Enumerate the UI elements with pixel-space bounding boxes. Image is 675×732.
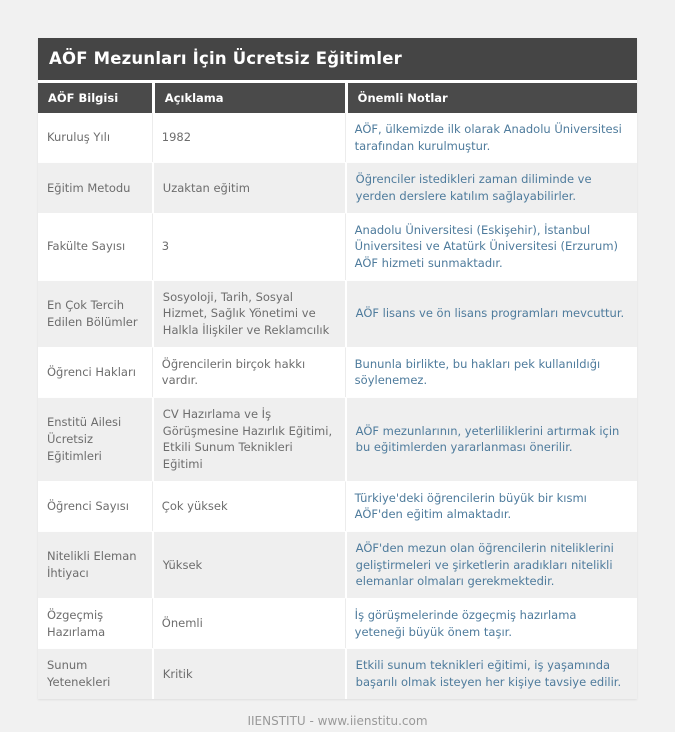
row-note-cell: Türkiye'deki öğrencilerin büyük bir kısmı AÖF'den eğitim almaktadır. xyxy=(345,481,637,531)
row-label-cell: Özgeçmiş Hazırlama xyxy=(38,598,152,648)
row-note-cell: Bununla birlikte, bu hakları pek kullanıldığı söylenemez. xyxy=(345,347,637,397)
row-description-cell: Çok yüksek xyxy=(152,481,345,531)
row-description-cell: Sosyoloji, Tarih, Sosyal Hizmet, Sağlık Yönetimi ve Halkla İlişkiler ve Reklamcılık xyxy=(152,280,345,347)
column-header-aciklama: Açıklama xyxy=(152,80,345,113)
row-label-cell: Fakülte Sayısı xyxy=(38,213,152,280)
trainings-table-card xyxy=(38,38,637,699)
row-note-cell: Etkili sunum teknikleri eğitimi, iş yaşamında başarılı olmak isteyen her kişiye tavsiye edilir. xyxy=(345,648,637,698)
row-label-cell: Öğrenci Hakları xyxy=(38,347,152,397)
footer-credit: IIENSTITU - www.iienstitu.com xyxy=(247,713,428,728)
row-note-cell: AÖF'den mezun olan öğrencilerin niteliklerini geliştirmeleri ve şirketlerin aradıkları nitelikli elemanlar olmaları gerekmektedir. xyxy=(345,531,637,598)
table-row xyxy=(38,648,637,698)
row-note-cell: AÖF lisans ve ön lisans programları mevcuttur. xyxy=(345,280,637,347)
page-title: AÖF Mezunları İçin Ücretsiz Eğitimler xyxy=(38,38,637,80)
row-label-cell: Sunum Yetenekleri xyxy=(38,648,152,698)
row-note-cell: Anadolu Üniversitesi (Eskişehir), İstanbul Üniversitesi ve Atatürk Üniversitesi (Erzurum) AÖF hizmeti sunmaktadır. xyxy=(345,213,637,280)
table-row xyxy=(38,347,637,397)
table-row xyxy=(38,531,637,598)
row-description-cell: Önemli xyxy=(152,598,345,648)
row-label-cell: Enstitü Ailesi Ücretsiz Eğitimleri xyxy=(38,397,152,481)
table-row xyxy=(38,481,637,531)
row-label-cell: Kuruluş Yılı xyxy=(47,130,111,145)
row-note-cell: AÖF, ülkemizde ilk olarak Anadolu Üniversitesi tarafından kurulmuştur. xyxy=(345,113,637,162)
row-description-cell: Yüksek xyxy=(152,531,345,598)
row-label-cell: Nitelikli Eleman İhtiyacı xyxy=(38,531,152,598)
table-header-row xyxy=(38,80,637,113)
row-note-cell: İş görüşmelerinde özgeçmiş hazırlama yeteneği büyük önem taşır. xyxy=(345,598,637,648)
table-row xyxy=(38,397,637,481)
table-row xyxy=(38,213,637,280)
row-description-cell: Kritik xyxy=(152,648,345,698)
row-label-cell: Öğrenci Sayısı xyxy=(38,481,152,531)
row-description-cell: Uzaktan eğitim xyxy=(152,162,345,212)
row-label-cell: En Çok Tercih Edilen Bölümler xyxy=(38,280,152,347)
row-note-cell: Öğrenciler istedikleri zaman diliminde ve yerden derslere katılım sağlayabilirler. xyxy=(345,162,637,212)
table-row xyxy=(38,598,637,648)
row-description-cell: CV Hazırlama ve İş Görüşmesine Hazırlık Eğitimi, Etkili Sunum Teknikleri Eğitimi xyxy=(152,397,345,481)
row-description-cell: 3 xyxy=(152,213,345,280)
table-row xyxy=(38,162,637,212)
row-label-cell: Eğitim Metodu xyxy=(38,162,152,212)
row-description-cell: 1982 xyxy=(152,113,345,162)
column-header-aof-bilgisi: AÖF Bilgisi xyxy=(38,80,152,113)
column-header-onemli-notlar: Önemli Notlar xyxy=(345,80,637,113)
table-row xyxy=(38,113,637,162)
table-row xyxy=(38,280,637,347)
row-note-cell: AÖF mezunlarının, yeterliliklerini artırmak için bu eğitimlerden yararlanması önerilir. xyxy=(345,397,637,481)
row-description-cell: Öğrencilerin birçok hakkı vardır. xyxy=(152,347,345,397)
info-table xyxy=(38,80,637,699)
